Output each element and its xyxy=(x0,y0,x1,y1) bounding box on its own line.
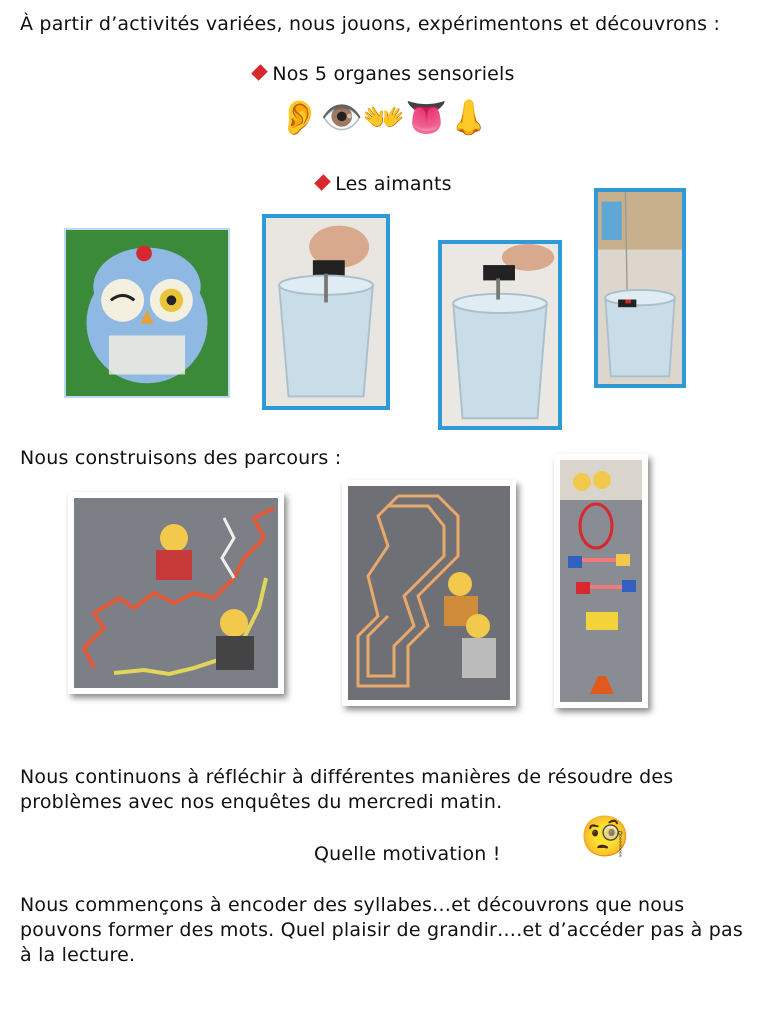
magnet-glass-photo-2 xyxy=(438,240,562,430)
magnet-glass-photo-1 xyxy=(262,214,390,410)
intro-text: À partir d’activités variées, nous jouons, expérimentons et découvrons : xyxy=(20,13,721,35)
senses-heading-label: Nos 5 organes sensoriels xyxy=(272,63,515,85)
red-diamond-icon xyxy=(314,174,331,191)
magnet-glass-photo-3 xyxy=(594,188,686,388)
motivation-text: Quelle motivation ! xyxy=(314,843,501,865)
parcours-heading: Nous construisons des parcours : xyxy=(20,447,342,469)
owl-craft-photo xyxy=(64,228,230,398)
monocle-face-icon: 🧐 xyxy=(580,814,630,860)
senses-heading xyxy=(0,62,768,87)
parcours-photo-3 xyxy=(554,454,648,708)
senses-emoji-row: 👂👁️👐👅👃 xyxy=(278,98,490,138)
red-diamond-icon xyxy=(252,64,269,81)
parcours-photo-1 xyxy=(68,492,284,694)
magnets-heading-label: Les aimants xyxy=(335,173,452,195)
encoding-paragraph: Nous commençons à encoder des syllabes…et découvrons que nous pouvons former des mots. Quel plaisir de grandir….et d’accéder pas à pas à la lecture. xyxy=(20,894,743,966)
parcours-photo-2 xyxy=(342,480,516,706)
problems-paragraph: Nous continuons à réfléchir à différentes manières de résoudre des problèmes avec nos enquêtes du mercredi matin. xyxy=(20,766,674,813)
